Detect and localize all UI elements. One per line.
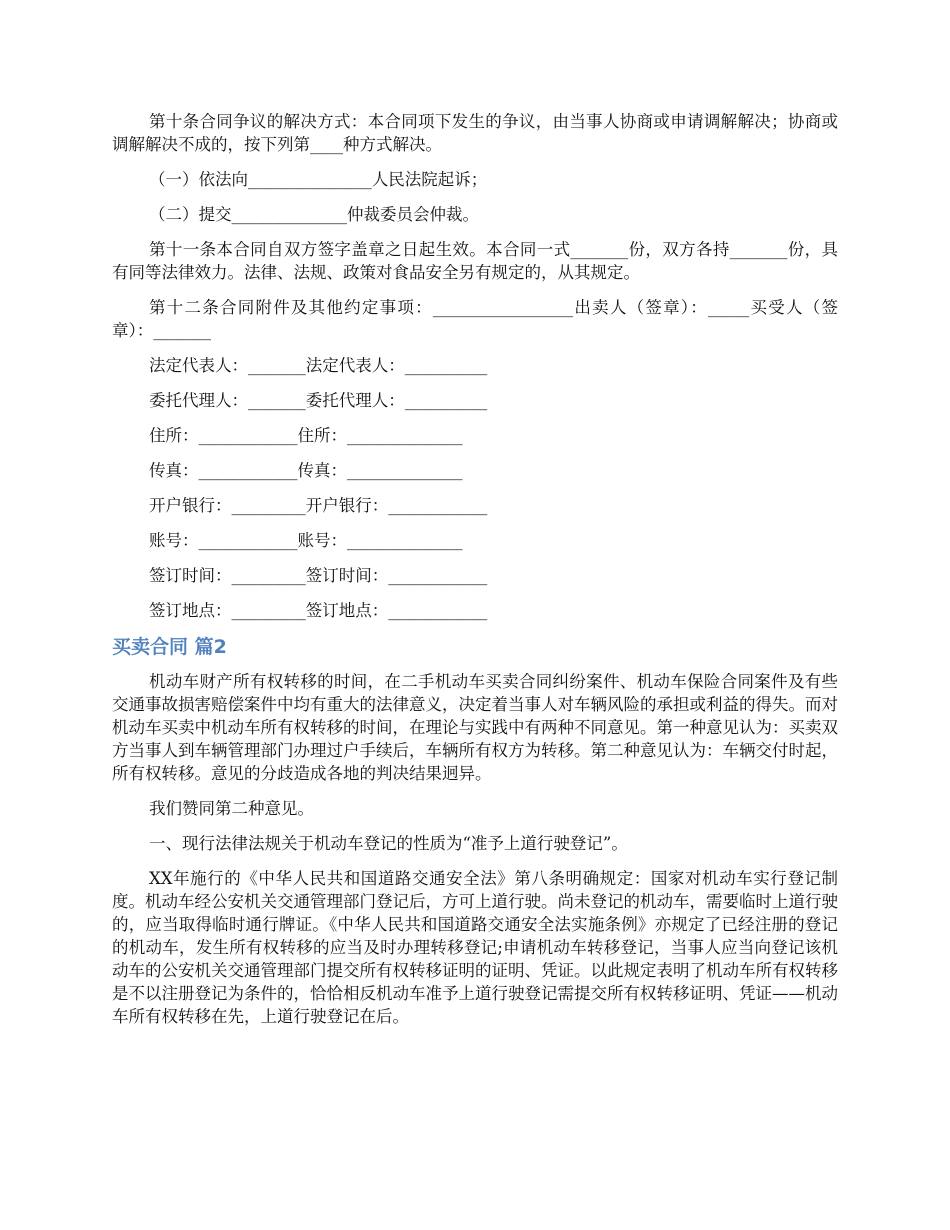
signature-row-sign-time: 签订时间：_________签订时间：____________ xyxy=(149,566,488,585)
section-2-paragraph-1: 机动车财产所有权转移的时间，在二手机动车买卖合同纠纷案件、机动车保险合同案件及有些交通事故损害赔偿案件中均有重大的法律意义，决定着当事人对车辆风险的承担或利益的得失。而对机动车买卖中机动车所有权转移的时间，在理论与实践中有两种不同意见。第一种意见认为：买卖双方当事人到车辆管理部门办理过户手续后，车辆所有权方为转移。第二种意见认为：车辆交付时起，所有权转移。意见的分歧造成各地的判决结果迥异。 xyxy=(112,672,838,783)
article-11-paragraph: 第十一条本合同自双方签字盖章之日起生效。本合同一式_______份，双方各持_______份，具有同等法律效力。法律、法规、政策对食品安全另有规定的，从其规定。 xyxy=(112,240,838,282)
article-10-option-2: （二）提交______________仲裁委员会仲裁。 xyxy=(149,205,479,224)
signature-row-account: 账号：____________账号：______________ xyxy=(149,531,463,550)
section-2-paragraph-2: 我们赞同第二种意见。 xyxy=(149,799,314,818)
signature-row-bank: 开户银行：_________开户银行：____________ xyxy=(149,496,488,515)
article-10-paragraph: 第十条合同争议的解决方式：本合同项下发生的争议，由当事人协商或申请调解解决；协商或调解解决不成的，按下列第____种方式解决。 xyxy=(112,112,838,154)
article-10-option-1: （一）依法向_______________人民法院起诉； xyxy=(149,170,488,189)
document-body xyxy=(112,110,838,1040)
article-12-paragraph: 第十二条合同附件及其他约定事项：_________________出卖人（签章）：_____买受人（签章）：_______ xyxy=(112,298,838,340)
section-2-paragraph-3: 一、现行法律法规关于机动车登记的性质为“准予上道行驶登记”。 xyxy=(149,834,628,853)
signature-row-sign-place: 签订地点：_________签订地点：____________ xyxy=(149,601,488,620)
signature-row-fax: 传真：____________传真：______________ xyxy=(149,461,463,480)
signature-row-legal-rep: 法定代表人：_______法定代表人：__________ xyxy=(149,356,488,375)
section-heading: 买卖合同 篇2 xyxy=(112,636,227,658)
signature-row-agent: 委托代理人：_______委托代理人：__________ xyxy=(149,391,488,410)
signature-block xyxy=(112,354,838,622)
section-2-paragraph-4: XX年施行的《中华人民共和国道路交通安全法》第八条明确规定：国家对机动车实行登记制度。机动车经公安机关交通管理部门登记后，方可上道行驶。尚未登记的机动车，需要临时上道行驶的，应当取得临时通行牌证。《中华人民共和国道路交通安全法实施条例》亦规定了已经注册的登记的机动车，发生所有权转移的应当及时办理转移登记;申请机动车转移登记，当事人应当向登记该机动车的公安机关交通管理部门提交所有权转移证明的证明、凭证。以此规定表明了机动车所有权转移是不以注册登记为条件的，恰恰相反机动车准予上道行驶登记需提交所有权转移证明、凭证——机动车所有权转移在先，上道行驶登记在后。 xyxy=(112,869,838,1026)
signature-row-address: 住所：____________住所：______________ xyxy=(149,426,463,445)
